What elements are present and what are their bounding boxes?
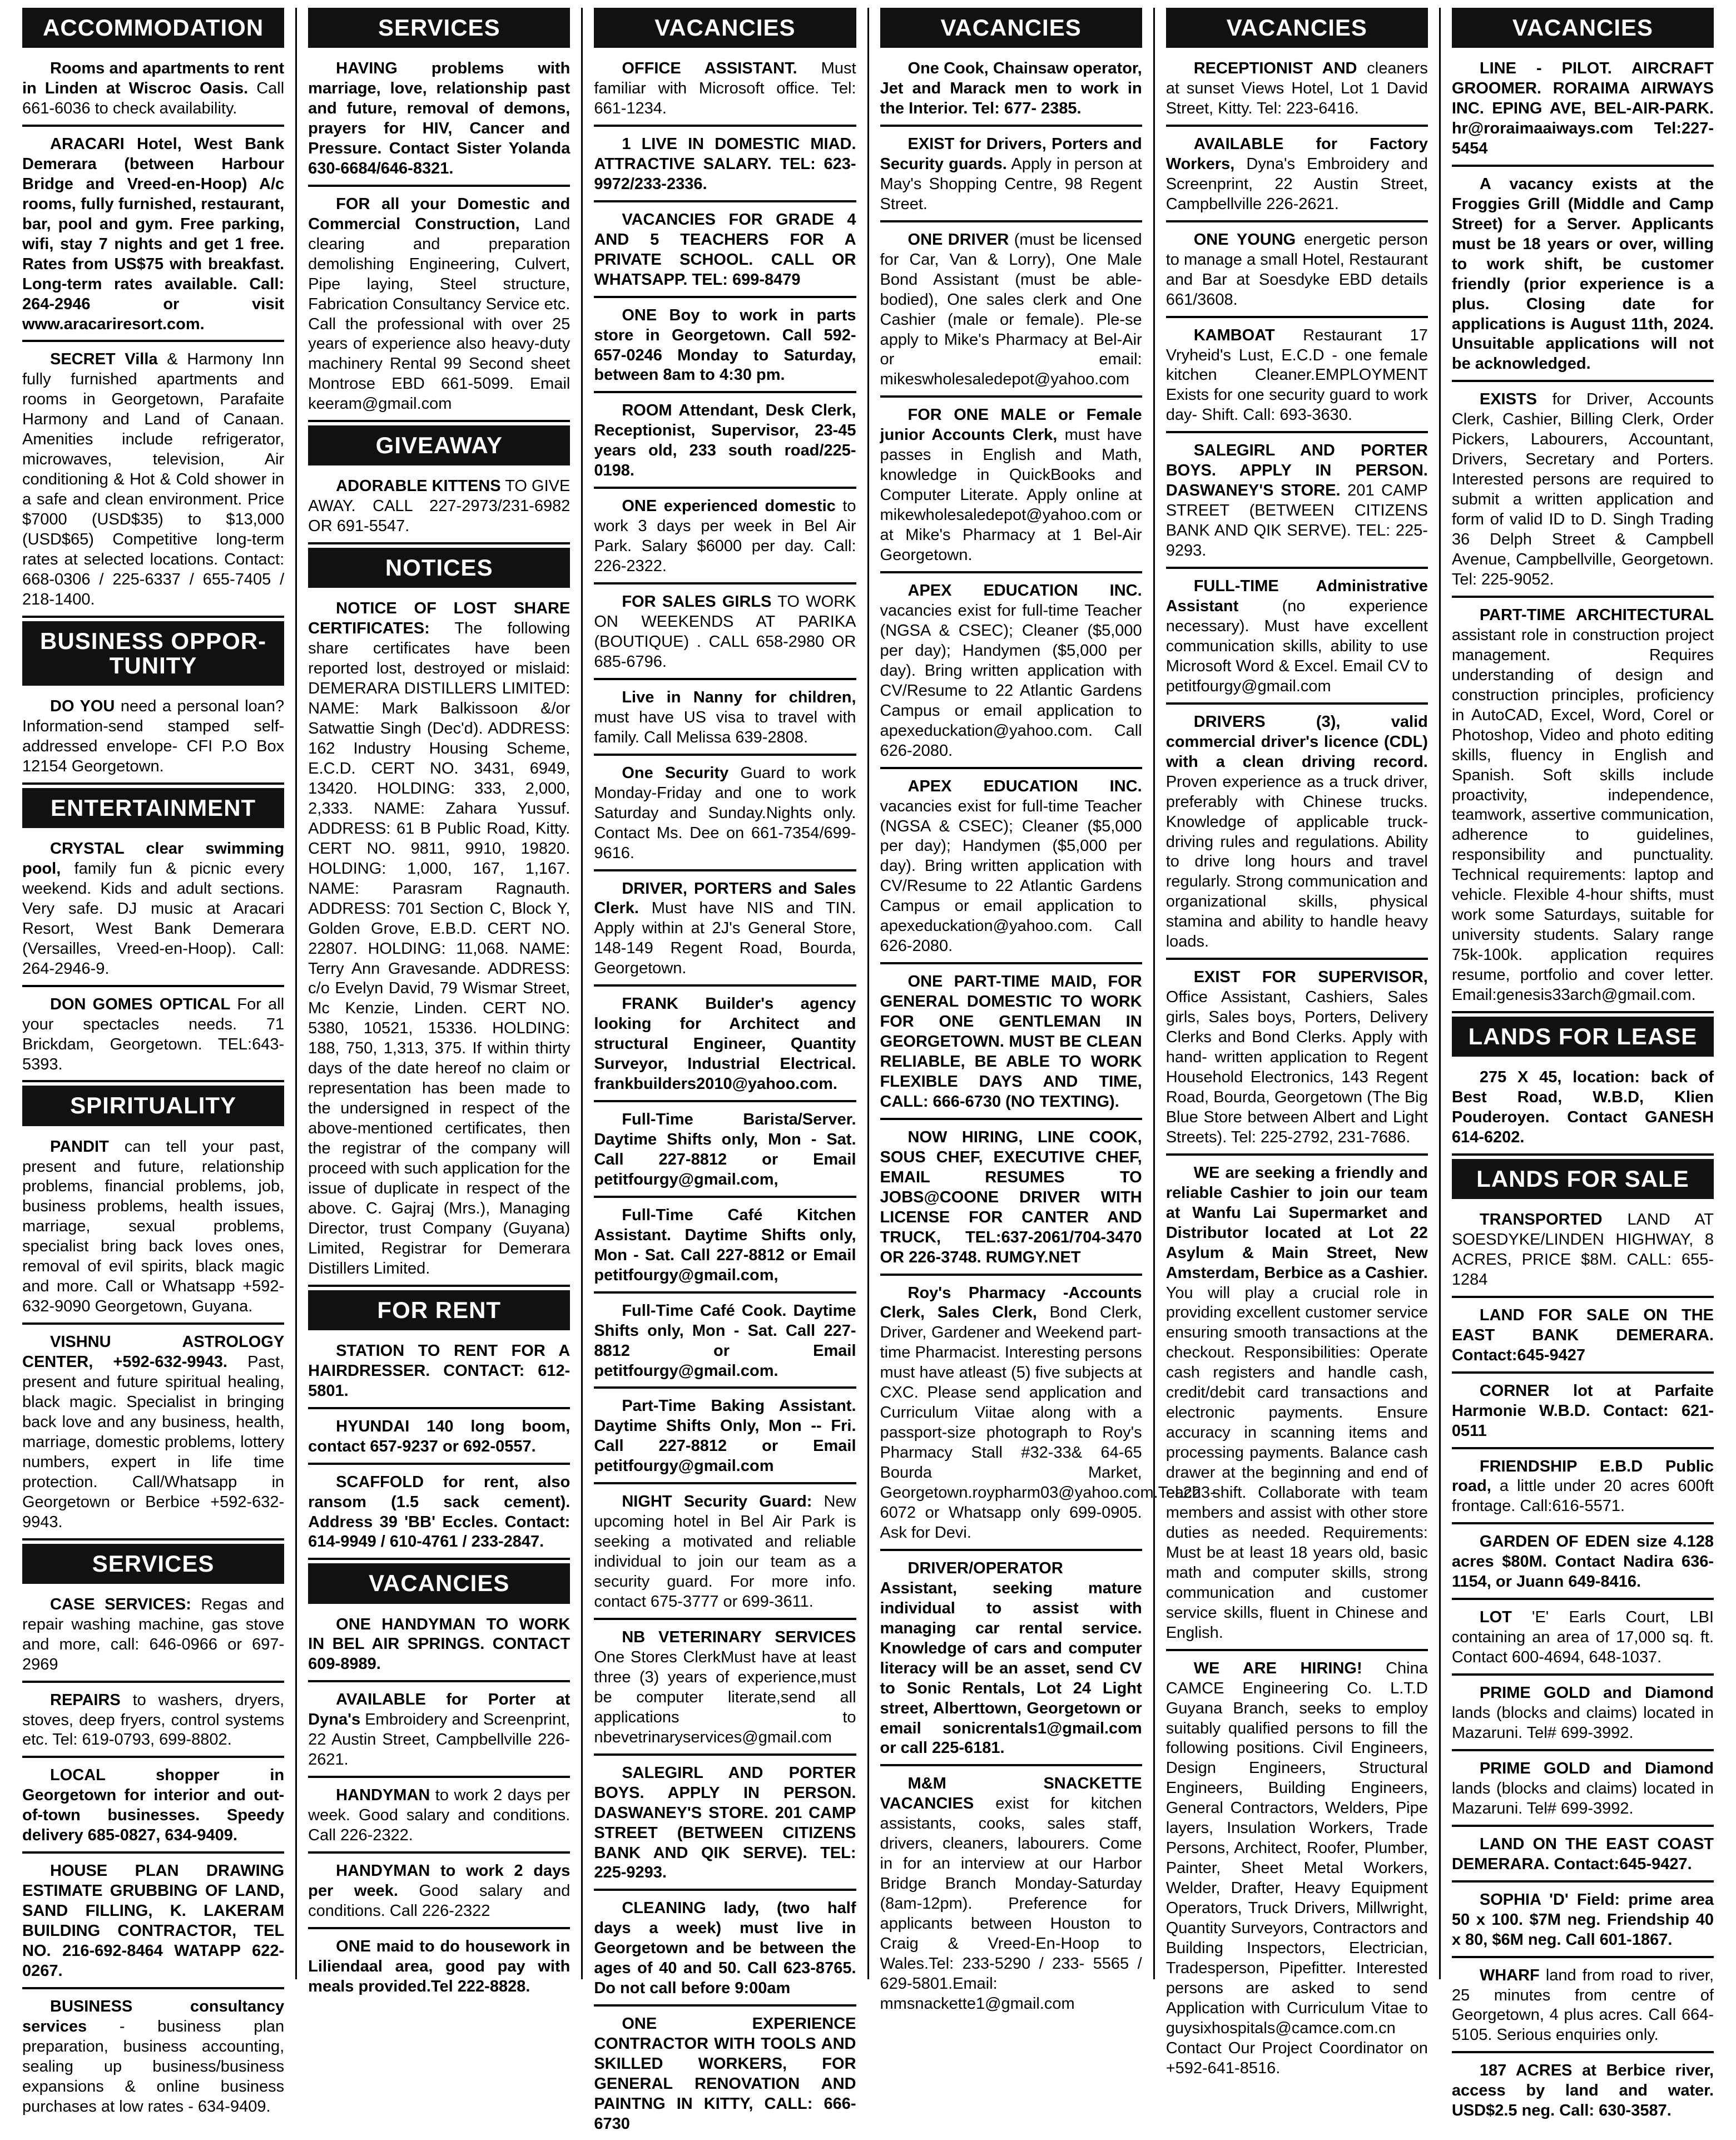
- ad-lead: NB VETERINARY SERVICES: [622, 1628, 856, 1646]
- classified-ad: [594, 1106, 856, 1198]
- classified-ad: [1452, 2057, 1714, 2127]
- classified-ad: [1452, 1453, 1714, 1525]
- ad-body: Call 661-6036 to check availability.: [22, 80, 285, 117]
- ad-lead: 275 X 45, location: back of Best Road, W.B.D, Klien Pouderoyen. Contact GANESH 614-6202.: [1451, 1068, 1714, 1146]
- classified-ad: [880, 968, 1142, 1120]
- ad-lead: HANDYMAN: [336, 1786, 430, 1805]
- ad-lead: Part-Time Baking Assistant. Daytime Shifts Only, Mon -- Fri. Call 227-8812 or Email petitfourgy@gmail.com: [594, 1397, 856, 1475]
- classified-ad: [880, 1123, 1142, 1276]
- ad-body: to work 3 days per week in Bel Air Park. Salary $6000 per day. Call: 226-2322.: [594, 497, 856, 576]
- ad-lead: TRANSPORTED: [1479, 1210, 1603, 1228]
- classified-ad: [594, 1201, 856, 1294]
- ad-lead: ONE maid to do housework in Liliendaal area, good pay with meals provided.Tel 222-8828.: [308, 1937, 571, 1995]
- classified-ad: [1452, 1755, 1714, 1827]
- ad-body: vacancies exist for full-time Teacher (NGSA & CSEC); Cleaner ($5,000 per day); Handymen ($5,000 per day). Bring written application with CV/Resume to 22 Atlantic Gardens Campus or email application to apexeduckation@yahoo.com. Call 626-2080.: [880, 601, 1142, 760]
- ad-body: One Stores ClerkMust have at least three (3) years of experience,must be computer literate,send all applications to nbevetrinaryservices@gmail.com: [594, 1648, 856, 1746]
- classified-ad: [22, 1761, 284, 1854]
- classified-ad: [594, 759, 856, 871]
- ad-lead: 1 LIVE IN DOMESTIC MIAD. ATTRACTIVE SALARY. TEL: 623-9972/233-2336.: [594, 135, 856, 193]
- ad-lead: FOR SALES GIRLS: [622, 593, 772, 611]
- section-header: VACANCIES: [880, 8, 1142, 48]
- classified-ad: [1166, 130, 1428, 222]
- classified-ad: [22, 345, 284, 617]
- ad-body: Restaurant 17 Vryheid's Lust, E.C.D - one female kitchen Cleaner.EMPLOYMENT Exists for one security guard to work day- Shift. Call: 693-3630.: [1165, 326, 1428, 424]
- ad-body: Proven experience as a truck driver, preferably with Chinese trucks. Knowledge of applicable truck-driving rules and regulations. Ability to drive long hours and travel regularly. Strong communication and organizational skills, physical stamina and ability to handle heavy loads.: [1165, 772, 1428, 951]
- ad-lead: APEX EDUCATION INC.: [907, 777, 1142, 795]
- classified-ad: [1166, 708, 1428, 960]
- ad-lead: CASE SERVICES:: [50, 1595, 191, 1613]
- ad-body: (must be licensed for Car, Van & Lorry), One Male Bond Assistant (must be able-bodied), One sales clerk and One Cashier (male or female). Ple-se apply to Mike's Pharmacy at Bel-Air or email: mikeswholesaledepot@yahoo.com: [880, 230, 1142, 389]
- classified-ad: [22, 692, 284, 785]
- classified-ad: [22, 835, 284, 987]
- ad-lead: PRIME GOLD and Diamond: [1479, 1759, 1714, 1777]
- ad-lead: CORNER lot at Parfaite Harmonie W.B.D. Contact: 621-0511: [1451, 1381, 1714, 1440]
- ad-body: Dyna's Embroidery and Screenprint, 22 Austin Street, Campbellville 226-2621.: [1165, 155, 1428, 213]
- ad-lead: DO YOU: [50, 697, 115, 716]
- ad-lead: 187 ACRES at Berbice river, access by land and water. USD$2.5 neg. Call: 630-3587.: [1451, 2062, 1714, 2120]
- section-header: VACANCIES: [1166, 8, 1428, 48]
- section-header: BUSINESS OPPOR-TUNITY: [22, 621, 284, 686]
- classified-ad: [1452, 1830, 1714, 1883]
- ad-lead: LOCAL shopper in Georgetown for interior and out-of-town businesses. Speedy delivery 685-0827, 634-9409.: [22, 1766, 285, 1845]
- classified-ad: [1452, 170, 1714, 383]
- ad-lead: DRIVERS (3), valid commercial driver's licence (CDL) with a clean driving record.: [1165, 712, 1428, 771]
- classified-ad: [594, 1488, 856, 1620]
- classified-ad: [308, 1337, 570, 1409]
- ad-body: TO GIVE AWAY. CALL 227-2973/231-6982 OR 691-5547.: [308, 477, 571, 536]
- classified-ad: [594, 1297, 856, 1389]
- section-header: ENTERTAINMENT: [22, 788, 284, 828]
- classified-ad: [22, 990, 284, 1083]
- classified-ad: [594, 2010, 856, 2140]
- classified-ad: [22, 1591, 284, 1683]
- ad-lead: EXIST FOR SUPERVISOR,: [1193, 968, 1428, 987]
- classified-ad: [22, 130, 284, 343]
- ad-lead: SECRET Villa: [50, 350, 158, 369]
- classified-ad: [880, 401, 1142, 573]
- ad-lead: VISHNU ASTROLOGY CENTER, +592-632-9943.: [22, 1333, 285, 1371]
- column-5: [1155, 8, 1441, 2077]
- ad-body: Must have NIS and TIN. Apply within at 2J's General Store, 148-149 Regent Road, Bourda, Georgetown.: [594, 899, 856, 978]
- ad-body: for Driver, Accounts Clerk, Cashier, Billing Clerk, Order Pickers, Labourers, Accountant, Drivers, Secretary and Porters. Interested persons are required to submit a written application and form of valid ID to D. Singh Trading 36 Delph Street & Campbell Avenue, Campbellville, Georgetown. Tel: 225-9052.: [1451, 390, 1714, 588]
- ad-lead: SALEGIRL AND PORTER BOYS. APPLY IN PERSON. DASWANEY'S STORE. 201 CAMP STREET (BETWEEN CITIZENS BANK AND QIK SERVE). TEL: 225-9293.: [594, 1763, 856, 1882]
- column-6: [1441, 8, 1725, 2120]
- ad-lead: DON GOMES OPTICAL: [50, 995, 231, 1013]
- ad-body: China CAMCE Engineering Co. L.T.D Guyana Branch, seeks to employ suitably qualified persons to fill the following positions. Civil Engineers, Design Engineers, Structural Engineers, Building Engineers, General Contractors, Welders, Pipe layers, Insulation Workers, Trade Persons, Architect, Roofer, Plumber, Painter, Sheet Metal Workers, Welder, Drafter, Heavy Equipment Operators, Truck Drivers, Millwright, Quantity Surveyors, Contractors and Building Inspectors, Electrician, Tradesperson, Pipefitter. Interested persons are asked to send Application with Curriculum Vitae to guysixhospitals@camce.com.cn Contact Our Project Coordinator on +592-641-8516.: [1165, 1659, 1428, 2077]
- classified-ad: [594, 206, 856, 298]
- section-header: FOR RENT: [308, 1290, 570, 1330]
- classified-ad: [594, 875, 856, 987]
- ad-lead: CLEANING lady, (two half days a week) must live in Georgetown and be between the ages of 40 and 50. Call 623-8765. Do not call before 9:00am: [594, 1899, 856, 1998]
- ad-body: can tell your past, present and future, relationship problems, financial problems, job, business problems, health issues, marriage, sexual problems, specialist bring back loves ones, removal of evil spirits, black magic and more. Call or Whatsapp +592-632-9090 Georgetown, Guyana.: [22, 1137, 285, 1316]
- ad-body: cleaners at sunset Views Hotel, Lot 1 David Street, Kitty. Tel: 223-6416.: [1165, 60, 1428, 117]
- ad-lead: ONE YOUNG: [1193, 230, 1296, 249]
- classified-ad: [880, 226, 1142, 398]
- ad-lead: NOTICE OF LOST SHARE CERTIFICATES:: [308, 600, 571, 638]
- ad-lead: ONE Boy to work in parts store in Georgetown. Call 592-657-0246 Monday to Saturday, between 8am to 4:30 pm.: [594, 306, 856, 384]
- ad-lead: HANDYMAN to work 2 days per week.: [308, 1862, 571, 1900]
- classified-ad: [1452, 1679, 1714, 1751]
- ad-lead: ONE HANDYMAN TO WORK IN BEL AIR SPRINGS. CONTACT 609-8989.: [308, 1615, 571, 1673]
- ad-body: to washers, dryers, stoves, deep fryers, control systems etc. Tel: 619-0793, 699-8802.: [22, 1691, 285, 1749]
- ad-lead: VACANCIES FOR GRADE 4 AND 5 TEACHERS FOR A PRIVATE SCHOOL. CALL OR WHATSAPP. TEL: 699-8479: [594, 210, 856, 289]
- ad-body: to work 2 days per week. Good salary and conditions. Call 226-2322.: [308, 1786, 571, 1845]
- classified-ad: [1166, 1654, 1428, 2084]
- classified-ad: [594, 55, 856, 127]
- ad-lead: FULL-TIME Administrative Assistant: [1165, 577, 1428, 616]
- classified-ad: [880, 1770, 1142, 2019]
- ad-body: LAND AT SOESDYKE/LINDEN HIGHWAY, 8 ACRES, PRICE $8M. CALL: 655-1284: [1451, 1210, 1714, 1289]
- ad-lead: FOR ONE MALE or Female junior Accounts Clerk,: [880, 406, 1142, 444]
- classified-ad: [594, 588, 856, 680]
- ad-body: Land clearing and preparation demolishing Engineering, Culvert, Pipe laying, Steel structure, Fabrication Consultancy Service etc. Call the professional with over 25 years of experience also heavy-duty machinery Rental 99 Second sheet Montrose EBD 661-5099. Email keeram@gmail.com: [308, 215, 571, 413]
- section-header: VACANCIES: [1452, 8, 1714, 48]
- classified-ad: [880, 55, 1142, 127]
- classified-ad: [880, 1279, 1216, 1551]
- column-4: [869, 8, 1216, 2013]
- classified-ad: [880, 577, 1142, 769]
- ad-lead: ONE DRIVER: [907, 230, 1009, 249]
- classified-ad: [308, 1933, 570, 2003]
- classified-ad: [1166, 572, 1428, 705]
- classified-ad: [1452, 55, 1714, 167]
- classified-ad: [1452, 1377, 1714, 1449]
- ad-lead: NOW HIRING, LINE COOK, SOUS CHEF, EXECUTIVE CHEF, EMAIL RESUMES TO JOBS@COONE DRIVER WITH LICENSE FOR CANTER AND TRUCK, TEL:637-2061/704-3470 OR 226-3748. RUMGY.NET: [880, 1128, 1142, 1266]
- section-header: GIVEAWAY: [308, 425, 570, 465]
- ad-lead: WE are seeking a friendly and reliable Cashier to join our team at Wanfu Lai Supermarket and Distributor located at Lot 22 Asylum & Main Street, New Amsterdam, Berbice as a Cashier.: [1165, 1163, 1428, 1282]
- ad-lead: LINE - PILOT. AIRCRAFT GROOMER. RORAIMA AIRWAYS INC. EPING AVE, BEL-AIR-PARK. hr@roraimaaiways.com Tel:227-5454: [1451, 60, 1714, 157]
- classified-ad: [594, 1623, 856, 1756]
- ad-body: You will play a crucial role in providing excellent customer service ensuring smooth transactions at the checkout. Responsibilities: Operate cash registers and handle cash, credit/debit card transactions and electronic payments. Ensure accuracy in scanning items and processing payments. Balance cash drawer at the beginning and end of each shift. Collaborate with team members and assist with other store duties as needed. Requirements: Must be at least 18 years old, basic math and computer skills, strong communication and customer service skills, fluent in Chinese and English.: [1165, 1284, 1428, 1642]
- ad-lead: OFFICE ASSISTANT.: [622, 60, 797, 78]
- classified-ad: [1452, 601, 1714, 1013]
- ad-body: Must familiar with Microsoft office. Tel: 661-1234.: [594, 60, 856, 117]
- ad-lead: WHARF: [1479, 1966, 1540, 1984]
- ad-body: must have US visa to travel with family. Call Melissa 639-2808.: [594, 708, 856, 746]
- ad-lead: HYUNDAI 140 long boom, contact 657-9237 or 692-0557.: [308, 1417, 571, 1455]
- classified-ad: [22, 1857, 284, 1989]
- ad-body: For all your spectacles needs. 71 Brickdam, Georgetown. TEL:643-5393.: [22, 995, 285, 1073]
- section-header: VACANCIES: [308, 1563, 570, 1603]
- classified-ad: [1166, 1159, 1428, 1651]
- ad-lead: RECEPTIONIST AND: [1193, 60, 1357, 78]
- classified-ad: [308, 1413, 570, 1465]
- ad-lead: EXISTS: [1479, 390, 1537, 409]
- column-2: [297, 8, 583, 1995]
- ad-body: Guard to work Monday-Friday and one to work Saturday and Sunday.Nights only. Contact Ms. Dee on 661-7354/699-9616.: [594, 764, 856, 862]
- classified-ad: [1452, 1961, 1714, 2054]
- ad-body: 201 CAMP STREET (BETWEEN CITIZENS BANK AND QIK SERVE). TEL: 225-9293.: [1165, 482, 1428, 560]
- classified-ad: [308, 1686, 570, 1778]
- ad-lead: CRYSTAL clear swimming pool,: [22, 839, 285, 878]
- ad-lead: ADORABLE KITTENS: [336, 477, 501, 496]
- ad-body: energetic person to manage a small Hotel, Restaurant and Bar at Soesdyke EBD details 661/3608.: [1165, 230, 1428, 309]
- classified-ad: [308, 55, 570, 187]
- ad-body: Regas and repair washing machine, gas stove and more, call: 646-0966 or 697-2969: [22, 1595, 285, 1673]
- classified-ad: [22, 1133, 284, 1325]
- section-header: SPIRITUALITY: [22, 1086, 284, 1126]
- classified-ad: [308, 1468, 570, 1561]
- ad-lead: LAND ON THE EAST COAST DEMERARA. Contact:645-9427.: [1451, 1835, 1714, 1873]
- classified-ad: [594, 1392, 856, 1484]
- classified-ad: [594, 492, 856, 584]
- ad-lead: M&M SNACKETTE VACANCIES: [880, 1775, 1142, 1813]
- section-header: SERVICES: [308, 8, 570, 48]
- ad-lead: PART-TIME ARCHITECTURAL: [1479, 606, 1714, 624]
- ad-lead: ONE experienced domestic: [622, 497, 836, 516]
- ad-lead: DRIVER, PORTERS and Sales Clerk.: [594, 879, 856, 918]
- classified-ad: [22, 1686, 284, 1758]
- ad-body: Office Assistant, Cashiers, Sales girls, Sales boys, Porters, Delivery Clerks and Bond Clerks. Apply with hand- written application to Regent Household Electronics, 143 Regent Road, Bourda, Georgetown (The Big Blue Store between Albert and Light Streets). Tel: 225-2792, 231-7686.: [1165, 988, 1428, 1146]
- ad-lead: NIGHT Security Guard:: [622, 1493, 812, 1511]
- ad-lead: FOR all your Domestic and Commercial Construction,: [308, 195, 571, 233]
- ad-body: assistant role in construction project management. Requires understanding of design and construction principles, proficiency in AutoCAD, Excel, Word, Corel or Photoshop, Video and photo editing skills, fluency in English and Spanish. Soft skills include proactivity, independence, teamwork, assertive communication, adherence to guidelines, responsibility and punctuality. Technical requirements: laptop and vehicle. Flexible 4-hour shifts, must work some Saturdays, suitable for university students. Salary range 75k-100k. application requires resume, portfolio and cover letter. Email:genesis33arch@gmail.com.: [1451, 626, 1714, 1004]
- ad-body: need a personal loan? Information-send stamped self-addressed envelope- CFI P.O Box 12154 Georgetown.: [22, 697, 285, 775]
- ad-body: Past, present and future spiritual healing, black magic. Specialist in bringing back love and any business, health, marriage, domestic problems, lottery numbers, expert in life time protection. Call/Whatsapp in Georgetown or Berbice +592-632-9943.: [22, 1353, 285, 1531]
- classified-ad: [1166, 321, 1428, 434]
- classified-ad: [594, 683, 856, 756]
- classified-ad: [1166, 963, 1428, 1156]
- ad-lead: DRIVER/OPERATOR Assistant, seeking mature individual to assist with managing car rental service. Knowledge of cars and computer literacy will be an asset, send CV to Sonic Rentals, Lot 24 Light street, Alberttown, Georgetown or email sonicrentals1@gmail.com or call 225-6181.: [880, 1559, 1142, 1757]
- ad-lead: PANDIT: [50, 1137, 109, 1156]
- classified-ad: [594, 1894, 856, 2007]
- ad-body: (no experience necessary). Must have excellent communication skills, ability to use Microsoft Word & Excel. Email CV to petitfourgy@gmail.com: [1165, 597, 1428, 695]
- ad-lead: WE ARE HIRING!: [1193, 1659, 1362, 1677]
- classified-ad: [308, 1781, 570, 1854]
- ad-lead: Live in Nanny for children,: [622, 688, 856, 706]
- ad-body: - business plan preparation, business accounting, sealing up business/business expansions & online business purchases at low rates - 634-9409.: [22, 2017, 285, 2116]
- classified-ad: [22, 1993, 284, 2123]
- ad-lead: GARDEN OF EDEN size 4.128 acres $80M. Contact Nadira 636-1154, or Juann 649-8416.: [1451, 1533, 1714, 1591]
- ad-lead: HOUSE PLAN DRAWING ESTIMATE GRUBBING OF LAND, SAND FILLING, K. LAKERAM BUILDING CONTRACTOR, TEL NO. 216-692-8464 WATAPP 622-0267.: [22, 1862, 285, 1980]
- classified-ad: [880, 1554, 1142, 1767]
- ad-lead: EXIST for Drivers, Porters and Security guards.: [880, 135, 1142, 173]
- ad-lead: Roy's Pharmacy -Accounts Clerk, Sales Clerk,: [880, 1284, 1142, 1322]
- ad-body: vacancies exist for full-time Teacher (NGSA & CSEC); Cleaner ($5,000 per day); Handymen ($5,000 per day). Bring written application with CV/Resume to 22 Atlantic Gardens Campus or email application to apexeduckation@yahoo.com. Call 626-2080.: [880, 797, 1142, 955]
- classified-ad: [594, 1759, 856, 1891]
- classified-ad: [594, 301, 856, 394]
- ad-lead: STATION TO RENT FOR A HAIRDRESSER. CONTACT: 612-5801.: [308, 1341, 571, 1400]
- ad-lead: AVAILABLE for Porter at Dyna's: [308, 1691, 571, 1729]
- classified-ad: [22, 1328, 284, 1540]
- section-header: LANDS FOR SALE: [1452, 1159, 1714, 1199]
- ad-body: Bond Clerk, Driver, Gardener and Weekend part-time Pharmacist. Interesting persons must have atleast (5) five subjects at CXC. Please send application and Curriculum Viitae along with a passport-size photograph to Roy's Pharmacy Stall #32-33& 64-65 Bourda Market, Georgetown.roypharm03@yahoo.com.Tel:223-6072 or Whatsapp only 699-0905. Ask for Devi.: [880, 1304, 1216, 1542]
- ad-lead: One Cook, Chainsaw operator, Jet and Marack men to work in the Interior. Tel: 677- 2385.: [880, 60, 1142, 117]
- section-header: ACCOMMODATION: [22, 8, 284, 48]
- ad-lead: ONE EXPERIENCE CONTRACTOR WITH TOOLS AND SKILLED WORKERS, FOR GENERAL RENOVATION AND PAINTNG IN KITTY, CALL: 666-6730: [594, 2015, 856, 2133]
- ad-lead: Full-Time Café Cook. Daytime Shifts only, Mon - Sat. Call 227-8812 or Email petitfourgy@gmail.com.: [594, 1301, 856, 1380]
- ad-body: Apply in person at May's Shopping Centre, 98 Regent Street.: [880, 155, 1142, 213]
- ad-lead: FRANK Builder's agency looking for Architect and structural Engineer, Quantity Surveyor, Industrial Electrical. frankbuilders2010@yahoo.com.: [594, 995, 856, 1093]
- classified-ad: [308, 472, 570, 544]
- classified-ad: [22, 55, 284, 127]
- ad-lead: REPAIRS: [50, 1691, 121, 1709]
- classified-ad: [594, 990, 856, 1102]
- ad-lead: PRIME GOLD and Diamond: [1479, 1684, 1714, 1702]
- ad-body: family fun & picnic every weekend. Kids and adult sections. Very safe. DJ music at Aracari Resort, West Bank Demerara (Versailles, Vreed-en-Hoop). Call: 264-2946-9.: [22, 859, 285, 978]
- section-header: VACANCIES: [594, 8, 856, 48]
- ad-body: lands (blocks and claims) located in Mazaruni. Tel# 699-3992.: [1451, 1704, 1714, 1742]
- ad-body: Embroidery and Screenprint, 22 Austin Street, Campbellville 226-2621.: [308, 1711, 571, 1769]
- classified-ad: [594, 130, 856, 202]
- ad-lead: AVAILABLE for Factory Workers,: [1165, 135, 1428, 173]
- ad-body: a little under 20 acres 600ft frontage. Call:616-5571.: [1451, 1477, 1714, 1515]
- ad-lead: ARACARI Hotel, West Bank Demerara (between Harbour Bridge and Vreed-en-Hoop) A/c rooms, fully furnished, restaurant, bar, pool and gym. Free parking, wifi, stay 7 nights and get 1 free. Rates from US$75 with breakfast. Long-term rates available. Call: 264-2946 or visit www.aracariresort.com.: [22, 135, 285, 333]
- ad-lead: BUSINESS consultancy services: [22, 1997, 285, 2035]
- ad-lead: One Security: [622, 764, 729, 782]
- ad-lead: SCAFFOLD for rent, also ransom (1.5 sack cement). Address 39 'BB' Eccles. Contact: 614-9949 / 610-4761 / 233-2847.: [308, 1473, 571, 1551]
- ad-lead: ONE PART-TIME MAID, FOR GENERAL DOMESTIC TO WORK FOR ONE GENTLEMAN IN GEORGETOWN. MUST BE CLEAN RELIABLE, BE ABLE TO WORK FLEXIBLE DAYS AND TIME, CALL: 666-6730 (NO TEXTING).: [880, 973, 1142, 1111]
- section-header: LANDS FOR LEASE: [1452, 1017, 1714, 1057]
- classified-ad: [1166, 226, 1428, 318]
- ad-lead: ROOM Attendant, Desk Clerk, Receptionist, Supervisor, 23-45 years old, 233 south road/225-0198.: [594, 402, 856, 480]
- ad-lead: A vacancy exists at the Froggies Grill (Middle and Camp Street) for a Server. Applicants must be 18 years or over, willing to work shift, be customer friendly (prior experience is a plus. Closing date for applications is August 11th, 2024. Unsuitable applications will not be acknowledged.: [1451, 175, 1714, 373]
- classified-ad: [1452, 1886, 1714, 1958]
- ad-body: land from road to river, 25 minutes from centre of Georgetown, 4 plus acres. Call 664-5105. Serious enquiries only.: [1451, 1966, 1714, 2044]
- classified-ad: [1452, 385, 1714, 598]
- classified-ad: [1452, 1063, 1714, 1156]
- ad-body: The following share certificates have been reported lost, destroyed or mislaid: DEMERARA DISTILLERS LIMITED: NAME: Mark Balkissoon &/or Satwattie Singh (Dec'd). ADDRESS: 162 Industry Housing Scheme, E.C.D. CERT NO. 3431, 6949, 13420. HOLDING: 333, 2,000, 2,333. NAME: Zahara Yussuf. ADDRESS: 61 B Public Road, Kitty. CERT NO. 9811, 9910, 19820. HOLDING: 1,000, 167, 1,167. NAME: Parasram Ragnauth. ADDRESS: 701 Section C, Block Y, Golden Grove, E.B.D. CERT NO. 22807. HOLDING: 11,068. NAME: Terry Ann Gravesande. ADDRESS: c/o Evelyn David, 79 Wismar Street, Mc Kenzie, Linden. CERT NO. 5380, 10521, 15336. HOLDING: 188, 750, 1,313, 375. If within thirty days of the date hereof no claim or representation has been made to the undersigned in respect of the above-mentioned certificates, then the registrar of the company will proceed with such application for the issue of duplicate in respect of the above. C. Gajraj (Mrs.), Managing Director, trust Company (Guyana) Limited, Registrar for Demerara Distillers Limited.: [308, 620, 571, 1277]
- ad-body: & Harmony Inn fully furnished apartments and rooms in Georgetown, Parafaite Harmony and Land of Canaan. Amenities include refrigerator, microwaves, television, Air conditioning & Hot & Cold shower in a safe and clean environment. Price $7000 (USD$35) to $13,000 (USD$65) Competitive long-term rates at selected locations. Contact: 668-0306 / 225-6337 / 655-7405 / 218-1400.: [22, 350, 285, 608]
- classified-ad: [1166, 437, 1428, 569]
- classified-ad: [1452, 1528, 1714, 1600]
- classified-ad: [308, 1857, 570, 1929]
- ad-lead: LOT: [1479, 1608, 1512, 1627]
- section-header: NOTICES: [308, 548, 570, 588]
- ad-body: lands (blocks and claims) located in Mazaruni. Tel# 699-3992.: [1451, 1779, 1714, 1817]
- classified-ad: [880, 772, 1142, 965]
- ad-body: must have passes in English and Math, knowledge in QuickBooks and Computer Literate. Apply online at mikewholesaledepot@yahoo.com or at Mike's Pharmacy at 1 Bel-Air Georgetown.: [880, 426, 1142, 564]
- classified-ad: [1452, 1301, 1714, 1374]
- ad-lead: Full-Time Barista/Server. Daytime Shifts only, Mon - Sat. Call 227-8812 or Email petitfourgy@gmail.com,: [594, 1111, 856, 1188]
- classified-ad: [308, 595, 570, 1286]
- ad-body: Good salary and conditions. Call 226-2322: [308, 1882, 571, 1920]
- ad-body: exist for kitchen assistants, cooks, sales staff, drivers, cleaners, labourers. Come in for an interview at our Harbor Bridge Branch Monday-Saturday (8am-12pm). Preference for applicants between Houston to Craig & Vreed-En-Hoop to Wales.Tel: 233-5290 / 233- 5565 / 629-5801.Email: mmsnackette1@gmail.com: [880, 1795, 1142, 2013]
- classified-ad: [308, 1611, 570, 1683]
- ad-lead: Full-Time Café Kitchen Assistant. Daytime Shifts only, Mon - Sat. Call 227-8812 or Email petitfourgy@gmail.com,: [594, 1206, 856, 1284]
- classified-ad: [308, 190, 570, 422]
- ad-lead: Rooms and apartments to rent in Linden at Wiscroc Oasis.: [22, 60, 285, 98]
- ad-body: TO WORK ON WEEKENDS AT PARIKA (BOUTIQUE) . CALL 658-2980 OR 685-6796.: [594, 593, 856, 671]
- ad-body: 'E' Earls Court, LBI containing an area of 17,000 sq. ft. Contact 600-4694, 648-1037.: [1451, 1608, 1714, 1667]
- column-1: [11, 8, 297, 2116]
- ad-lead: SALEGIRL AND PORTER BOYS. APPLY IN PERSON. DASWANEY'S STORE.: [1165, 442, 1428, 500]
- ad-lead: HAVING problems with marriage, love, relationship past and future, removal of demons, prayers for HIV, Cancer and Pressure. Contact Sister Yolanda 630-6684/646-8321.: [308, 60, 571, 177]
- classified-ad: [1452, 1206, 1714, 1298]
- classified-ad: [1452, 1603, 1714, 1676]
- column-3: [583, 8, 869, 2133]
- section-header: SERVICES: [22, 1544, 284, 1584]
- ad-lead: FRIENDSHIP E.B.D Public road,: [1451, 1457, 1714, 1495]
- classified-ad: [594, 397, 856, 489]
- classified-ad: [880, 130, 1142, 222]
- ad-lead: LAND FOR SALE ON THE EAST BANK DEMERARA. Contact:645-9427: [1451, 1306, 1714, 1364]
- ad-lead: SOPHIA 'D' Field: prime area 50 x 100. $7M neg. Friendship 40 x 80, $6M neg. Call 601-1867.: [1451, 1890, 1714, 1949]
- ad-lead: KAMBOAT: [1193, 326, 1275, 344]
- ad-body: New upcoming hotel in Bel Air Park is seeking a motivated and reliable individual to join our team as a security guard. For more info. contact 675-3777 or 699-3611.: [594, 1493, 856, 1611]
- classified-ad: [1166, 55, 1428, 127]
- ad-lead: APEX EDUCATION INC.: [907, 582, 1142, 600]
